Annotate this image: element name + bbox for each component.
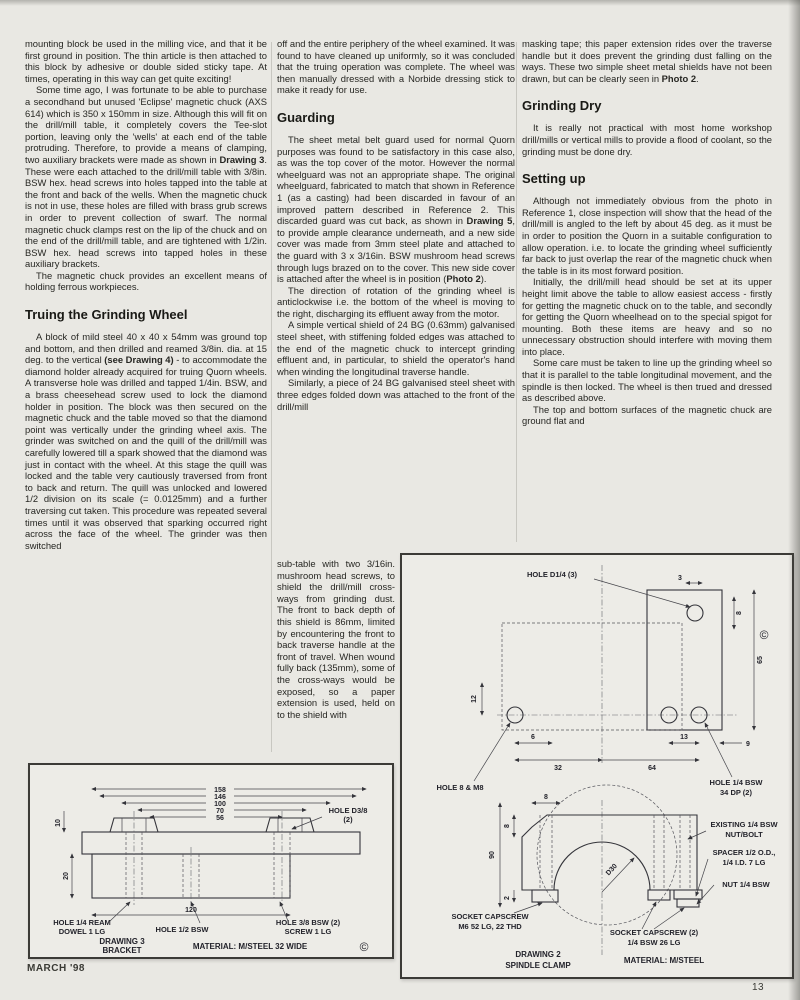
hole-labels [53, 806, 367, 936]
paragraph [522, 38, 772, 84]
dim-8-top: 8 [736, 611, 743, 615]
existing-nutbolt-label2: NUT/BOLT [725, 830, 763, 839]
bracket-technical-drawing [30, 765, 392, 957]
hole-d14-label: HOLE D1/4 (3) [526, 570, 578, 579]
dim-20: 20 [63, 872, 70, 880]
dimension-chain [92, 787, 366, 822]
text-run: . [696, 72, 699, 84]
dim-56: 56 [216, 815, 224, 822]
paragraph: sub-table with two 3/16in. mushroom head screws, to shield the drill/mill cross-ways from grinding dust. The front to back depth of this shield is 86mm, limited by encountering the front to back traverse handle at the front of travel. When wound fully back (135mm), some of the cross-ways would be exposed, so a paper extension is used, held on to the shield with [277, 558, 395, 720]
column-rule [516, 42, 517, 542]
text-run: A block of mild steel 40 x 40 x 54mm was ground top and bottom, and then drilled and reamed 3/8in. dia. at 15 deg. to the vertical [25, 331, 267, 366]
text-run: . These were each attached to the drill/mill table with 3/8in. BSW hex. head screws into holes tapped into the table at the front and back of the wells. When the magnetic chuck is not in use, these holes are filled with brass grub screws in order to prevent collection of swarf. The normal magnetic chuck clamps rest on the lip of the chuck and on the end of the drill/mill table, and are tightened with 1/2in. BSW hex. head screws into tapped holes in these auxiliary brackets. [25, 153, 267, 270]
dim-13: 13 [680, 734, 688, 741]
caption-group [505, 950, 704, 970]
text-run: ). [480, 273, 487, 285]
paragraph: off and the entire periphery of the wheel examined. It was found to have cleaned up uniformly, so it was concluded that the truing operation was complete. The wheel was then manually dressed with a Norbide dressing stick to make it ready for use. [277, 38, 515, 96]
paragraph: The magnetic chuck provides an excellent means of holding ferrous workpieces. [25, 269, 267, 293]
text-run: masking tape; this paper extension rides over the traverse handle but it does prevent the grinding dust falling on the ways. These two simple sheet metal shields have not been drawn, but can be clearly seen in [522, 38, 772, 84]
dim-8-front-top: 8 [544, 794, 548, 801]
dim-64: 64 [648, 765, 656, 772]
drawing-5-reference: Drawing 5 [466, 215, 513, 227]
dim-100: 100 [214, 801, 226, 808]
drawing-3-bracket-figure [28, 763, 394, 959]
material-note: MATERIAL: M/STEEL 32 WIDE [192, 942, 308, 951]
issue-date: MARCH '98 [27, 963, 85, 974]
bracket-caption: BRACKET [102, 946, 142, 955]
caption-group [99, 937, 368, 955]
dowel-label: DOWEL 1 LG [58, 927, 106, 936]
paragraph: Although not immediately obvious from the photo in Reference 1, close inspection will show that the head of the drill/mill is angled to the left by about 45 deg. as it must be in order to position the Quorn in a suitable configuration to allow operation. i.e. to locate the grinding wheel sufficiently far back to just overlap the rear of the magnetic chuck when the table is in its most forward position. [522, 195, 772, 276]
hole-d38-count: (2) [343, 815, 353, 824]
spindle-clamp-caption: SPINDLE CLAMP [505, 961, 571, 970]
dim-90: 90 [489, 851, 496, 859]
dim-3: 3 [678, 575, 682, 582]
drawing-2-spindle-clamp-figure [400, 553, 794, 979]
front-labels [451, 820, 778, 947]
dim-65: 65 [757, 656, 764, 664]
hole-8-m8-label: HOLE 8 & M8 [436, 783, 484, 792]
nut-quarter-bsw-label: NUT 1/4 BSW [722, 880, 770, 889]
paragraph: It is really not practical with most home workshop drill/mills or vertical mills to provide a flood of coolant, so the grinding must be done dry. [522, 122, 772, 157]
dim-146: 146 [214, 794, 226, 801]
section-heading-truing: Truing the Grinding Wheel [25, 307, 188, 323]
side-dimensions [55, 811, 290, 915]
paragraph [277, 134, 515, 285]
dim-9: 9 [746, 741, 750, 748]
scan-edge-shadow-top [0, 0, 800, 6]
existing-nutbolt-label: EXISTING 1/4 BSW [710, 820, 778, 829]
hole-depth-label: 34 DP (2) [720, 788, 752, 797]
paragraph [25, 331, 267, 551]
text-run: Some time ago, I was fortunate to be able to purchase a secondhand but unused 'Eclipse' magnetic chuck (AXS 614) which is 350 x 150mm in size. Although this will fit on the drill/mill table, it completely covers the Tee-slot portion, leaving only the 'wells' at each end of the table protruding. Therefore, to provide a means of clamping, two auxiliary brackets were made as shown in [25, 84, 267, 165]
dim-10: 10 [55, 819, 62, 827]
socket-capscrew-m6-label2: M6 52 LG, 22 THD [458, 922, 522, 931]
text-run: The sheet metal belt guard used for normal Quorn purposes was found to be satisfactory in this case also, as was the top cover of the motor. However the normal wheelguard was not an appropriate shape. The original wheelguard, fabricated to match that shown in Reference 1 (as a casting) had been discarded in favour of an improved pattern described in Reference 2. This discarded guard was cut back, as shown in [277, 133, 515, 227]
paragraph: mounting block be used in the milling vice, and that it be first ground in position. The thin article is then attached to this block by adhesive or double sided sticky tape. At times, operating in this way can get quite exciting! [25, 38, 267, 84]
paragraph: Similarly, a piece of 24 BG galvanised steel sheet with three edges folded down was attached to the front of the drill/mill [277, 377, 515, 412]
material-note: MATERIAL: M/STEEL [623, 956, 705, 965]
section-heading-guarding: Guarding [277, 109, 335, 125]
hole-d38-label: HOLE D3/8 [328, 806, 368, 815]
column-rule [271, 42, 272, 752]
dim-70: 70 [216, 808, 224, 815]
section-heading-setting-up: Setting up [522, 171, 586, 187]
drawing-3-reference: Drawing 3 [219, 153, 265, 165]
socket-capscrew-2-label2: 1/4 BSW 26 LG [627, 938, 681, 947]
hole-38-bsw-label: HOLE 3/8 BSW (2) [275, 918, 341, 927]
paragraph: A simple vertical shield of 24 BG (0.63mm) galvanised steel sheet, with stiffening folded edges was attached to the end of the magnetic chuck to intercept grinding effluent and, in particular, to shield the operator's hand when winding the longitudinal traverse handle. [277, 319, 515, 377]
text-column-2-narrow [277, 558, 395, 720]
spindle-clamp-technical-drawing [402, 555, 792, 977]
dim-8-front-left: 8 [504, 824, 511, 828]
paragraph: The top and bottom surfaces of the magnetic chuck are ground flat and [522, 403, 772, 427]
paragraph [25, 84, 267, 270]
copyright-symbol: © [759, 628, 769, 642]
page-number: 13 [752, 982, 765, 993]
photo-2-reference: Photo 2 [661, 72, 697, 84]
plan-labels [436, 570, 768, 797]
dim-32: 32 [554, 765, 562, 772]
hole-quarter-ream-label: HOLE 1/4 REAM [53, 918, 111, 927]
dim-2: 2 [504, 896, 511, 900]
dim-12: 12 [471, 695, 478, 703]
drawing-4-reference: (see Drawing 4) [104, 354, 174, 366]
hole-half-bsw-label: HOLE 1/2 BSW [155, 925, 209, 934]
dim-6: 6 [531, 734, 535, 741]
paragraph: Some care must be taken to line up the grinding wheel so that it is parallel to the table longitudinal movement, and the spindle is then locked. The wheel is then trued and dressed as described above. [522, 357, 772, 404]
text-run: , to provide ample clearance underneath, and a new side cover was made from 3mm steel plate and attached to the guard with 3 x 3/16in. BSW mushroom head screws through lugs brazed on to the cover. This new side cover is attached after the wheel is in position ( [277, 215, 515, 285]
scan-edge-shadow [788, 0, 800, 1000]
copyright-symbol: © [359, 940, 369, 954]
text-column-3 [522, 38, 772, 427]
paragraph: The direction of rotation of the grinding wheel is anticlockwise i.e. the bottom of the wheel is moving to the right, discharging its effluent away from the motor. [277, 284, 515, 319]
paragraph: Initially, the drill/mill head should be set at its upper height limit above the table to allow easiest access - firstly for getting the magnetic chuck on to the table, and secondly for getting the Quorn wheelhead on to the special spigot for mounting. Both these items are heavy and so no unnecessary obstruction should interfere with moving them into place. [522, 276, 772, 357]
plan-dimensions [471, 575, 764, 772]
hole-quarter-bsw-label: HOLE 1/4 BSW [709, 778, 763, 787]
dim-158: 158 [214, 787, 226, 794]
spacer-label2: 1/4 I.D. 7 LG [722, 858, 766, 867]
bracket-outline [82, 811, 360, 905]
drawing-3-caption: DRAWING 3 [99, 937, 145, 946]
photo-2-reference: Photo 2 [446, 273, 481, 285]
text-column-2 [277, 38, 515, 412]
socket-capscrew-m6-label: SOCKET CAPSCREW [451, 912, 529, 921]
drawing-2-caption: DRAWING 2 [515, 950, 561, 959]
screw-1lg-label: SCREW 1 LG [284, 927, 332, 936]
spacer-label: SPACER 1/2 O.D., [712, 848, 776, 857]
section-heading-grinding-dry: Grinding Dry [522, 98, 602, 114]
socket-capscrew-2-label: SOCKET CAPSCREW (2) [609, 928, 699, 937]
dim-120: 120 [185, 907, 197, 914]
text-column-1 [25, 38, 267, 551]
dim-d30: D30 [604, 862, 619, 878]
text-run: - to accommodate the diamond holder already acquired for truing Quorn wheels. A transverse hole was drilled and tapped 1/4in. BSW, and a brass cheesehead screw used to lock the diamond holder in position. The block was then secured on the magnetic chuck and the table moved so that the diamond point was vertically under the grinding wheel axis. The grinder was switched on and the quill of the drill/mill was carefully lowered till a spark showed that the diamond was just in contact with the wheel. At this stage the quill was locked and the table very cautiously traversed from front to back and return. The quill was unlocked and lowered 1/2 division on its scale (= 0.0125mm) and a further traversing cut taken. This procedure was repeated several times until it was observed that sparking occurred right across the face of the wheel. The grinder was then switched [25, 354, 267, 551]
